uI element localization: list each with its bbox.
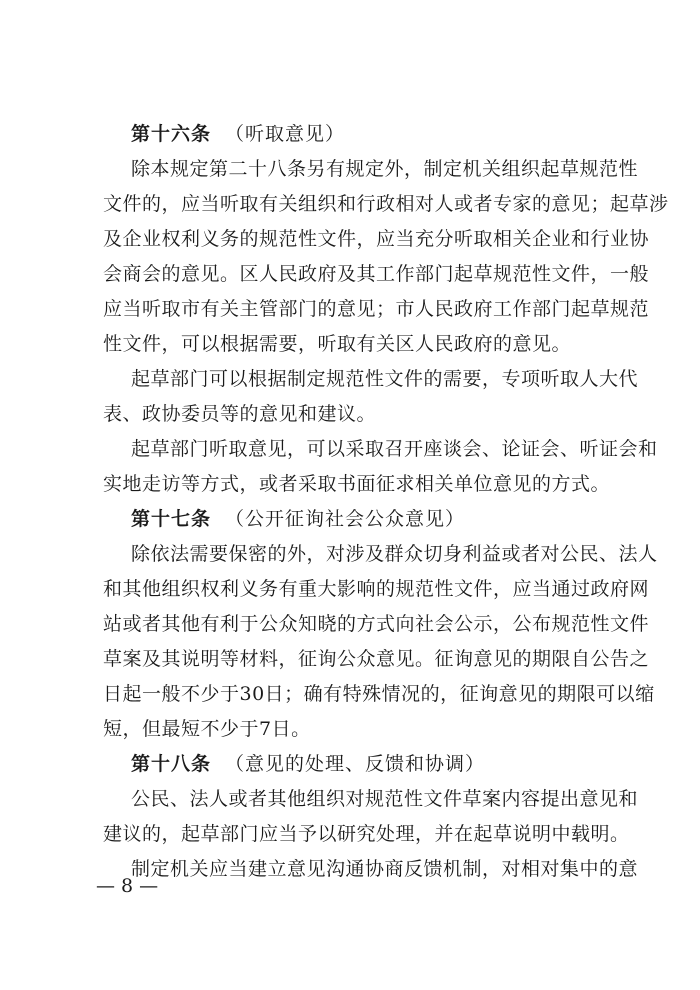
page-number: — 8 — (96, 875, 159, 897)
paragraph-line: 公民、法人或者其他组织对规范性文件草案内容提出意见和 (131, 788, 639, 810)
paragraph-line: 日起一般不少于30日；确有特殊情况的，征询意见的期限可以缩 (103, 683, 655, 705)
paragraph-line: 除本规定第二十八条另有规定外，制定机关组织起草规范性 (131, 158, 639, 180)
article-18-heading (131, 747, 485, 781)
paragraph-line: 制定机关应当建立意见沟通协商反馈机制，对相对集中的意 (131, 858, 639, 880)
paragraph-line: 表、政协委员等的意见和建议。 (103, 403, 377, 425)
paragraph-line: 和其他组织权利义务有重大影响的规范性文件，应当通过政府网 (103, 578, 650, 600)
paragraph-line: 应当听取市有关主管部门的意见；市人民政府工作部门起草规范 (103, 298, 650, 320)
paragraph-line: 起草部门听取意见，可以采取召开座谈会、论证会、听证会和 (131, 438, 658, 460)
article-18-title: （意见的处理、反馈和协调） (225, 753, 486, 775)
paragraph-line: 短，但最短不少于7日。 (103, 718, 311, 740)
article-17-title: （公开征询社会公众意见） (225, 508, 466, 530)
paragraph-line: 会商会的意见。区人民政府及其工作部门起草规范性文件，一般 (103, 263, 650, 285)
paragraph-line: 性文件，可以根据需要，听取有关区人民政府的意见。 (103, 333, 572, 355)
article-16-heading (131, 117, 345, 151)
article-16-number: 第十六条 (131, 123, 212, 145)
paragraph-line: 及企业权利义务的规范性文件，应当充分听取相关企业和行业协 (103, 228, 650, 250)
paragraph-line: 草案及其说明等材料，征询公众意见。征询意见的期限自公告之 (103, 648, 650, 670)
article-16-title: （听取意见） (225, 123, 346, 145)
article-17-number: 第十七条 (131, 508, 212, 530)
paragraph-line: 除依法需要保密的外，对涉及群众切身利益或者对公民、法人 (131, 543, 658, 565)
paragraph-line: 起草部门可以根据制定规范性文件的需要，专项听取人大代 (131, 368, 639, 390)
paragraph-line: 站或者其他有利于公众知晓的方式向社会公示，公布规范性文件 (103, 613, 650, 635)
article-17-heading (131, 502, 465, 536)
paragraph-line: 实地走访等方式，或者采取书面征求相关单位意见的方式。 (103, 473, 611, 495)
article-18-number: 第十八条 (131, 753, 212, 775)
paragraph-line: 建议的，起草部门应当予以研究处理，并在起草说明中载明。 (103, 823, 630, 845)
paragraph-line: 文件的，应当听取有关组织和行政相对人或者专家的意见；起草涉 (103, 193, 669, 215)
